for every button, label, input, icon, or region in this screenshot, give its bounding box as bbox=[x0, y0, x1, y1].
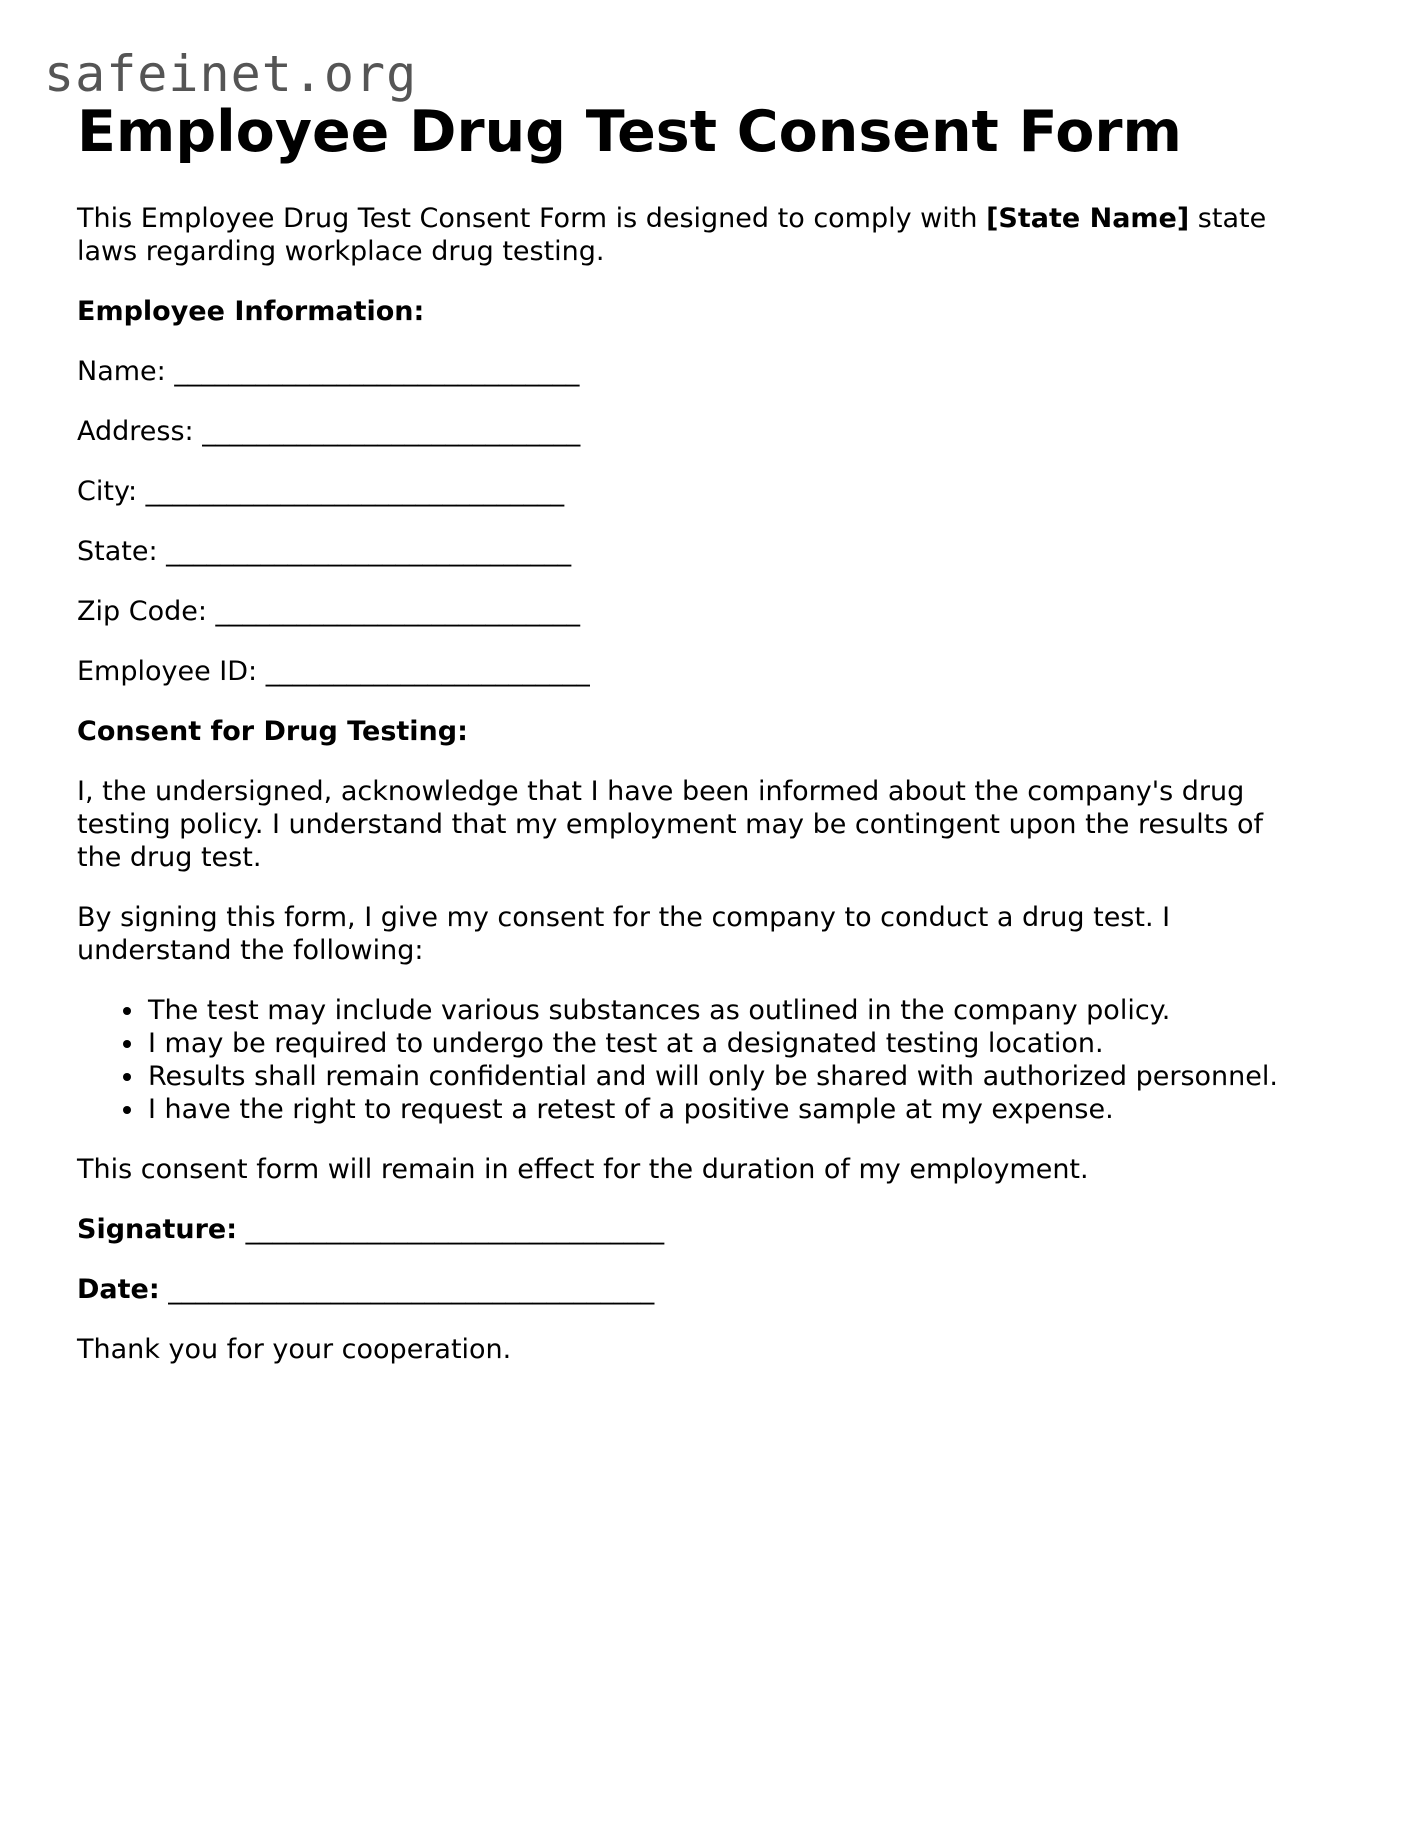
list-item: • Results shall remain confidential and will only be shared with authorized personnel. bbox=[146, 1060, 1307, 1093]
intro-paragraph bbox=[77, 202, 1307, 268]
duration-paragraph: This consent form will remain in effect for the duration of my employment. bbox=[77, 1154, 1089, 1185]
employee-id-blank-line[interactable]: ________________________ bbox=[265, 656, 590, 687]
employee-info-heading: Employee Information: bbox=[77, 296, 425, 327]
zip-code-field[interactable] bbox=[77, 595, 1307, 628]
zip-code-label: Zip Code: bbox=[77, 596, 207, 627]
city-blank-line[interactable]: _______________________________ bbox=[145, 476, 565, 507]
zip-code-blank-line[interactable]: ___________________________ bbox=[215, 596, 581, 627]
employee-id-field[interactable] bbox=[77, 655, 1307, 688]
employee-id-label: Employee ID: bbox=[77, 656, 258, 687]
name-field[interactable] bbox=[77, 355, 1307, 388]
address-label: Address: bbox=[77, 416, 194, 447]
signature-field[interactable] bbox=[77, 1213, 1307, 1246]
address-blank-line[interactable]: ____________________________ bbox=[202, 416, 581, 447]
consent-terms-list bbox=[77, 994, 1307, 1126]
signature-label: Signature: bbox=[77, 1214, 238, 1245]
city-label: City: bbox=[77, 476, 138, 507]
state-field[interactable] bbox=[77, 535, 1307, 568]
name-blank-line[interactable]: ______________________________ bbox=[174, 356, 580, 387]
watermark-text: safeinet.org bbox=[44, 45, 418, 103]
signature-blank-line[interactable]: _______________________________ bbox=[245, 1214, 665, 1245]
closing-text: Thank you for your cooperation. bbox=[77, 1334, 512, 1365]
list-item: • The test may include various substances as outlined in the company policy. bbox=[146, 994, 1307, 1027]
intro-text-after: state laws regarding workplace drug testing. bbox=[77, 203, 1267, 267]
state-label: State: bbox=[77, 536, 158, 567]
address-field[interactable] bbox=[77, 415, 1307, 448]
document-title: Employee Drug Test Consent Form bbox=[77, 99, 1182, 165]
state-blank-line[interactable]: ______________________________ bbox=[166, 536, 572, 567]
acknowledgement-paragraph: I, the undersigned, acknowledge that I have been informed about the company's drug testing policy. I understand that my employment may be contingent upon the results of the drug test. bbox=[77, 776, 1264, 873]
list-item: • I have the right to request a retest of a positive sample at my expense. bbox=[146, 1093, 1307, 1126]
consent-paragraph: By signing this form, I give my consent for the company to conduct a drug test. I understand the following: bbox=[77, 902, 1171, 966]
date-label: Date: bbox=[77, 1274, 160, 1305]
date-field[interactable] bbox=[77, 1273, 1307, 1306]
date-blank-line[interactable]: ____________________________________ bbox=[168, 1274, 655, 1305]
name-label: Name: bbox=[77, 356, 166, 387]
intro-text-before: This Employee Drug Test Consent Form is designed to comply with bbox=[77, 203, 987, 234]
city-field[interactable] bbox=[77, 475, 1307, 508]
state-name-placeholder: [State Name] bbox=[986, 203, 1190, 234]
document-page bbox=[77, 96, 1307, 1366]
list-item: • I may be required to undergo the test at a designated testing location. bbox=[146, 1027, 1307, 1060]
consent-heading: Consent for Drug Testing: bbox=[77, 716, 468, 747]
